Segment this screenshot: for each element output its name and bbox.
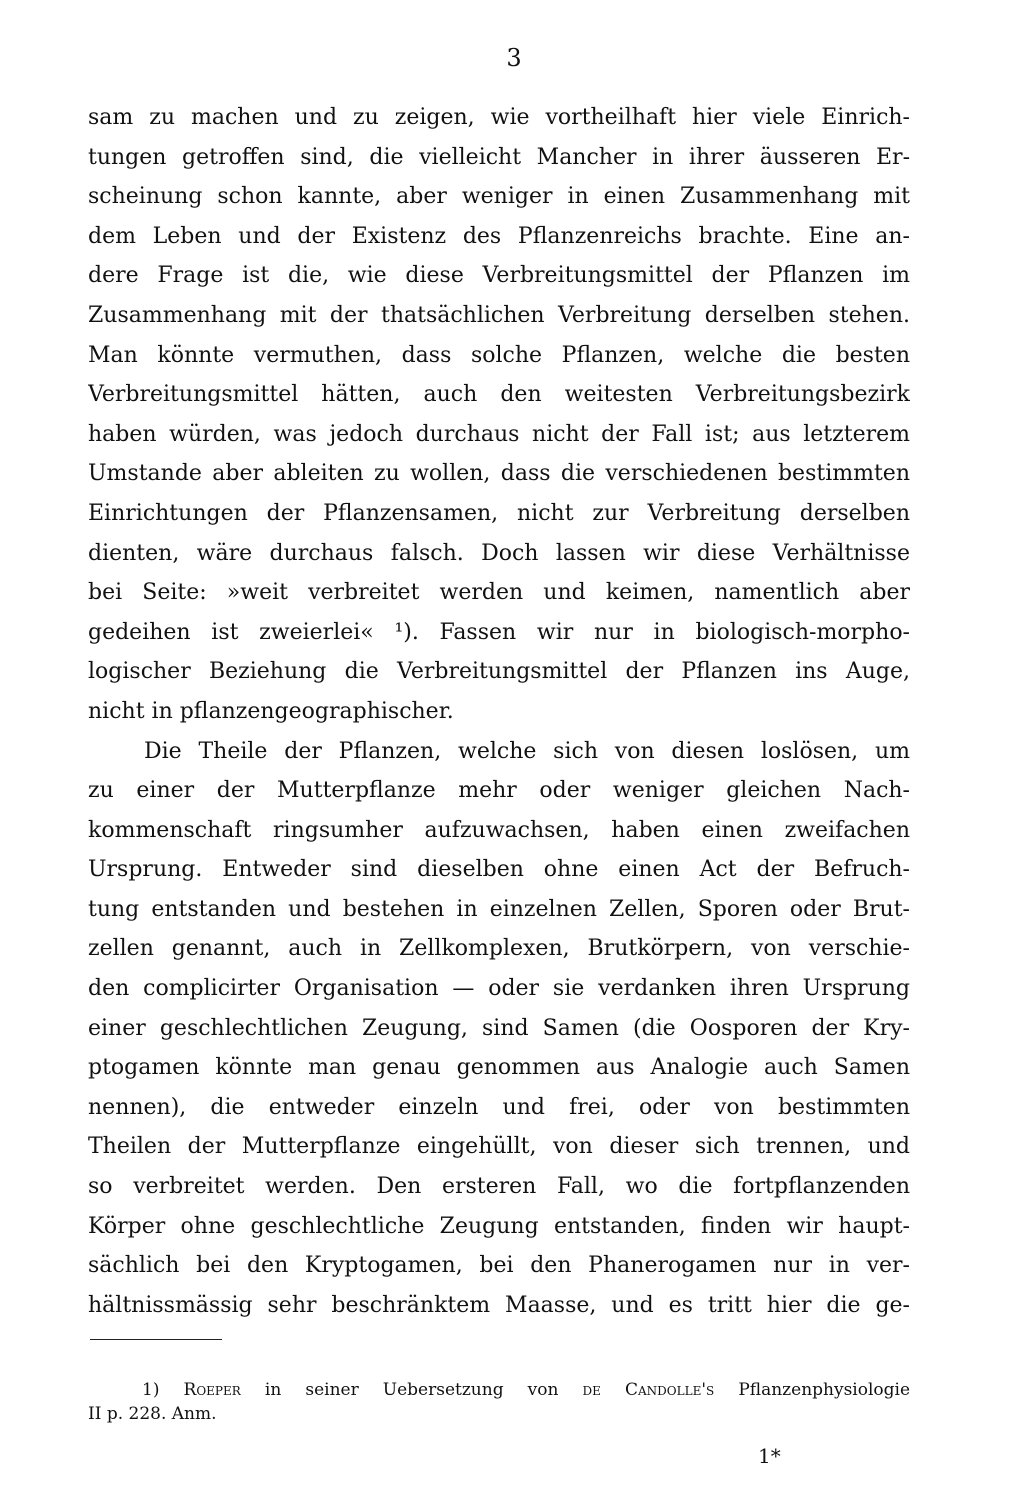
text-line: dere Frage ist die, wie diese Verbreitungsmittel der Pflanzen im [88, 263, 910, 289]
footnote-name: Candolle's [625, 1380, 715, 1400]
body-text [88, 98, 910, 1325]
page-number: 3 [506, 44, 522, 72]
text-line: Die Theile der Pflanzen, welche sich von diesen loslösen, um [144, 738, 910, 764]
text-line: dem Leben und der Existenz des Pflanzenreichs brachte. Eine an- [88, 223, 910, 249]
footnote-text: in seiner Uebersetzung von [264, 1380, 559, 1400]
text-line: den complicirter Organisation — oder sie verdanken ihren Ursprung [88, 976, 910, 1002]
text-line: logischer Beziehung die Verbreitungsmittel der Pflanzen ins Auge, [88, 659, 910, 685]
text-line: sächlich bei den Kryptogamen, bei den Phanerogamen nur in ver- [88, 1253, 910, 1279]
text-line: haben würden, was jedoch durchaus nicht der Fall ist; aus letzterem [88, 421, 910, 447]
text-line: Umstande aber ableiten zu wollen, dass die verschiedenen bestimmten [88, 461, 910, 487]
text-line: tung entstanden und bestehen in einzelnen Zellen, Sporen oder Brut- [88, 896, 910, 922]
signature-mark: 1* [758, 1444, 781, 1468]
text-line: so verbreitet werden. Den ersteren Fall, wo die fortpflanzenden [88, 1174, 910, 1200]
text-line: einer geschlechtlichen Zeugung, sind Samen (die Oosporen der Kry- [88, 1015, 910, 1041]
text-line: nicht in pflanzengeographischer. [88, 698, 454, 724]
footnote-text: Pflanzenphysiologie [738, 1380, 911, 1400]
text-line: Körper ohne geschlechtliche Zeugung entstanden, finden wir haupt- [88, 1213, 910, 1239]
text-line: Zusammenhang mit der thatsächlichen Verbreitung derselben stehen. [88, 302, 910, 328]
text-line: zellen genannt, auch in Zellkomplexen, Brutkörpern, von verschie- [88, 936, 910, 962]
footnote [88, 1378, 910, 1426]
footnote-name-prefix: de [582, 1380, 601, 1400]
text-line: Verbreitungsmittel hätten, auch den weitesten Verbreitungsbezirk [88, 382, 910, 408]
text-line: bei Seite: »weit verbreitet werden und keimen, namentlich aber [88, 580, 910, 606]
footnote-author: Roeper [183, 1380, 241, 1400]
text-line: nennen), die entweder einzeln und frei, oder von bestimmten [88, 1094, 910, 1120]
text-line: ptogamen könnte man genau genommen aus Analogie auch Samen [88, 1055, 910, 1081]
text-line: gedeihen ist zweierlei« ¹). Fassen wir nur in biologisch-morpho- [88, 619, 910, 645]
footnote-line [88, 1378, 910, 1402]
text-line: dienten, wäre durchaus falsch. Doch lassen wir diese Verhältnisse [88, 540, 910, 566]
text-line: Einrichtungen der Pflanzensamen, nicht zur Verbreitung derselben [88, 500, 910, 526]
text-line: Ursprung. Entweder sind dieselben ohne einen Act der Befruch- [88, 857, 910, 883]
footnote-line: II p. 228. Anm. [88, 1404, 217, 1424]
text-line: Man könnte vermuthen, dass solche Pflanzen, welche die besten [88, 342, 910, 368]
text-line: scheinung schon kannte, aber weniger in einen Zusammenhang mit [88, 184, 910, 210]
text-line: hältnissmässig sehr beschränktem Maasse, und es tritt hier die ge- [88, 1292, 910, 1318]
footnote-divider [90, 1339, 222, 1340]
text-line: tungen getroffen sind, die vielleicht Mancher in ihrer äusseren Er- [88, 144, 910, 170]
footnote-marker: 1) [142, 1380, 160, 1400]
text-line: sam zu machen und zu zeigen, wie vortheilhaft hier viele Einrich- [88, 105, 910, 130]
text-line: kommenschaft ringsumher aufzuwachsen, haben einen zweifachen [88, 817, 910, 843]
text-line: Theilen der Mutterpflanze eingehüllt, von dieser sich trennen, und [88, 1134, 910, 1160]
text-line: zu einer der Mutterpflanze mehr oder weniger gleichen Nach- [88, 778, 910, 804]
